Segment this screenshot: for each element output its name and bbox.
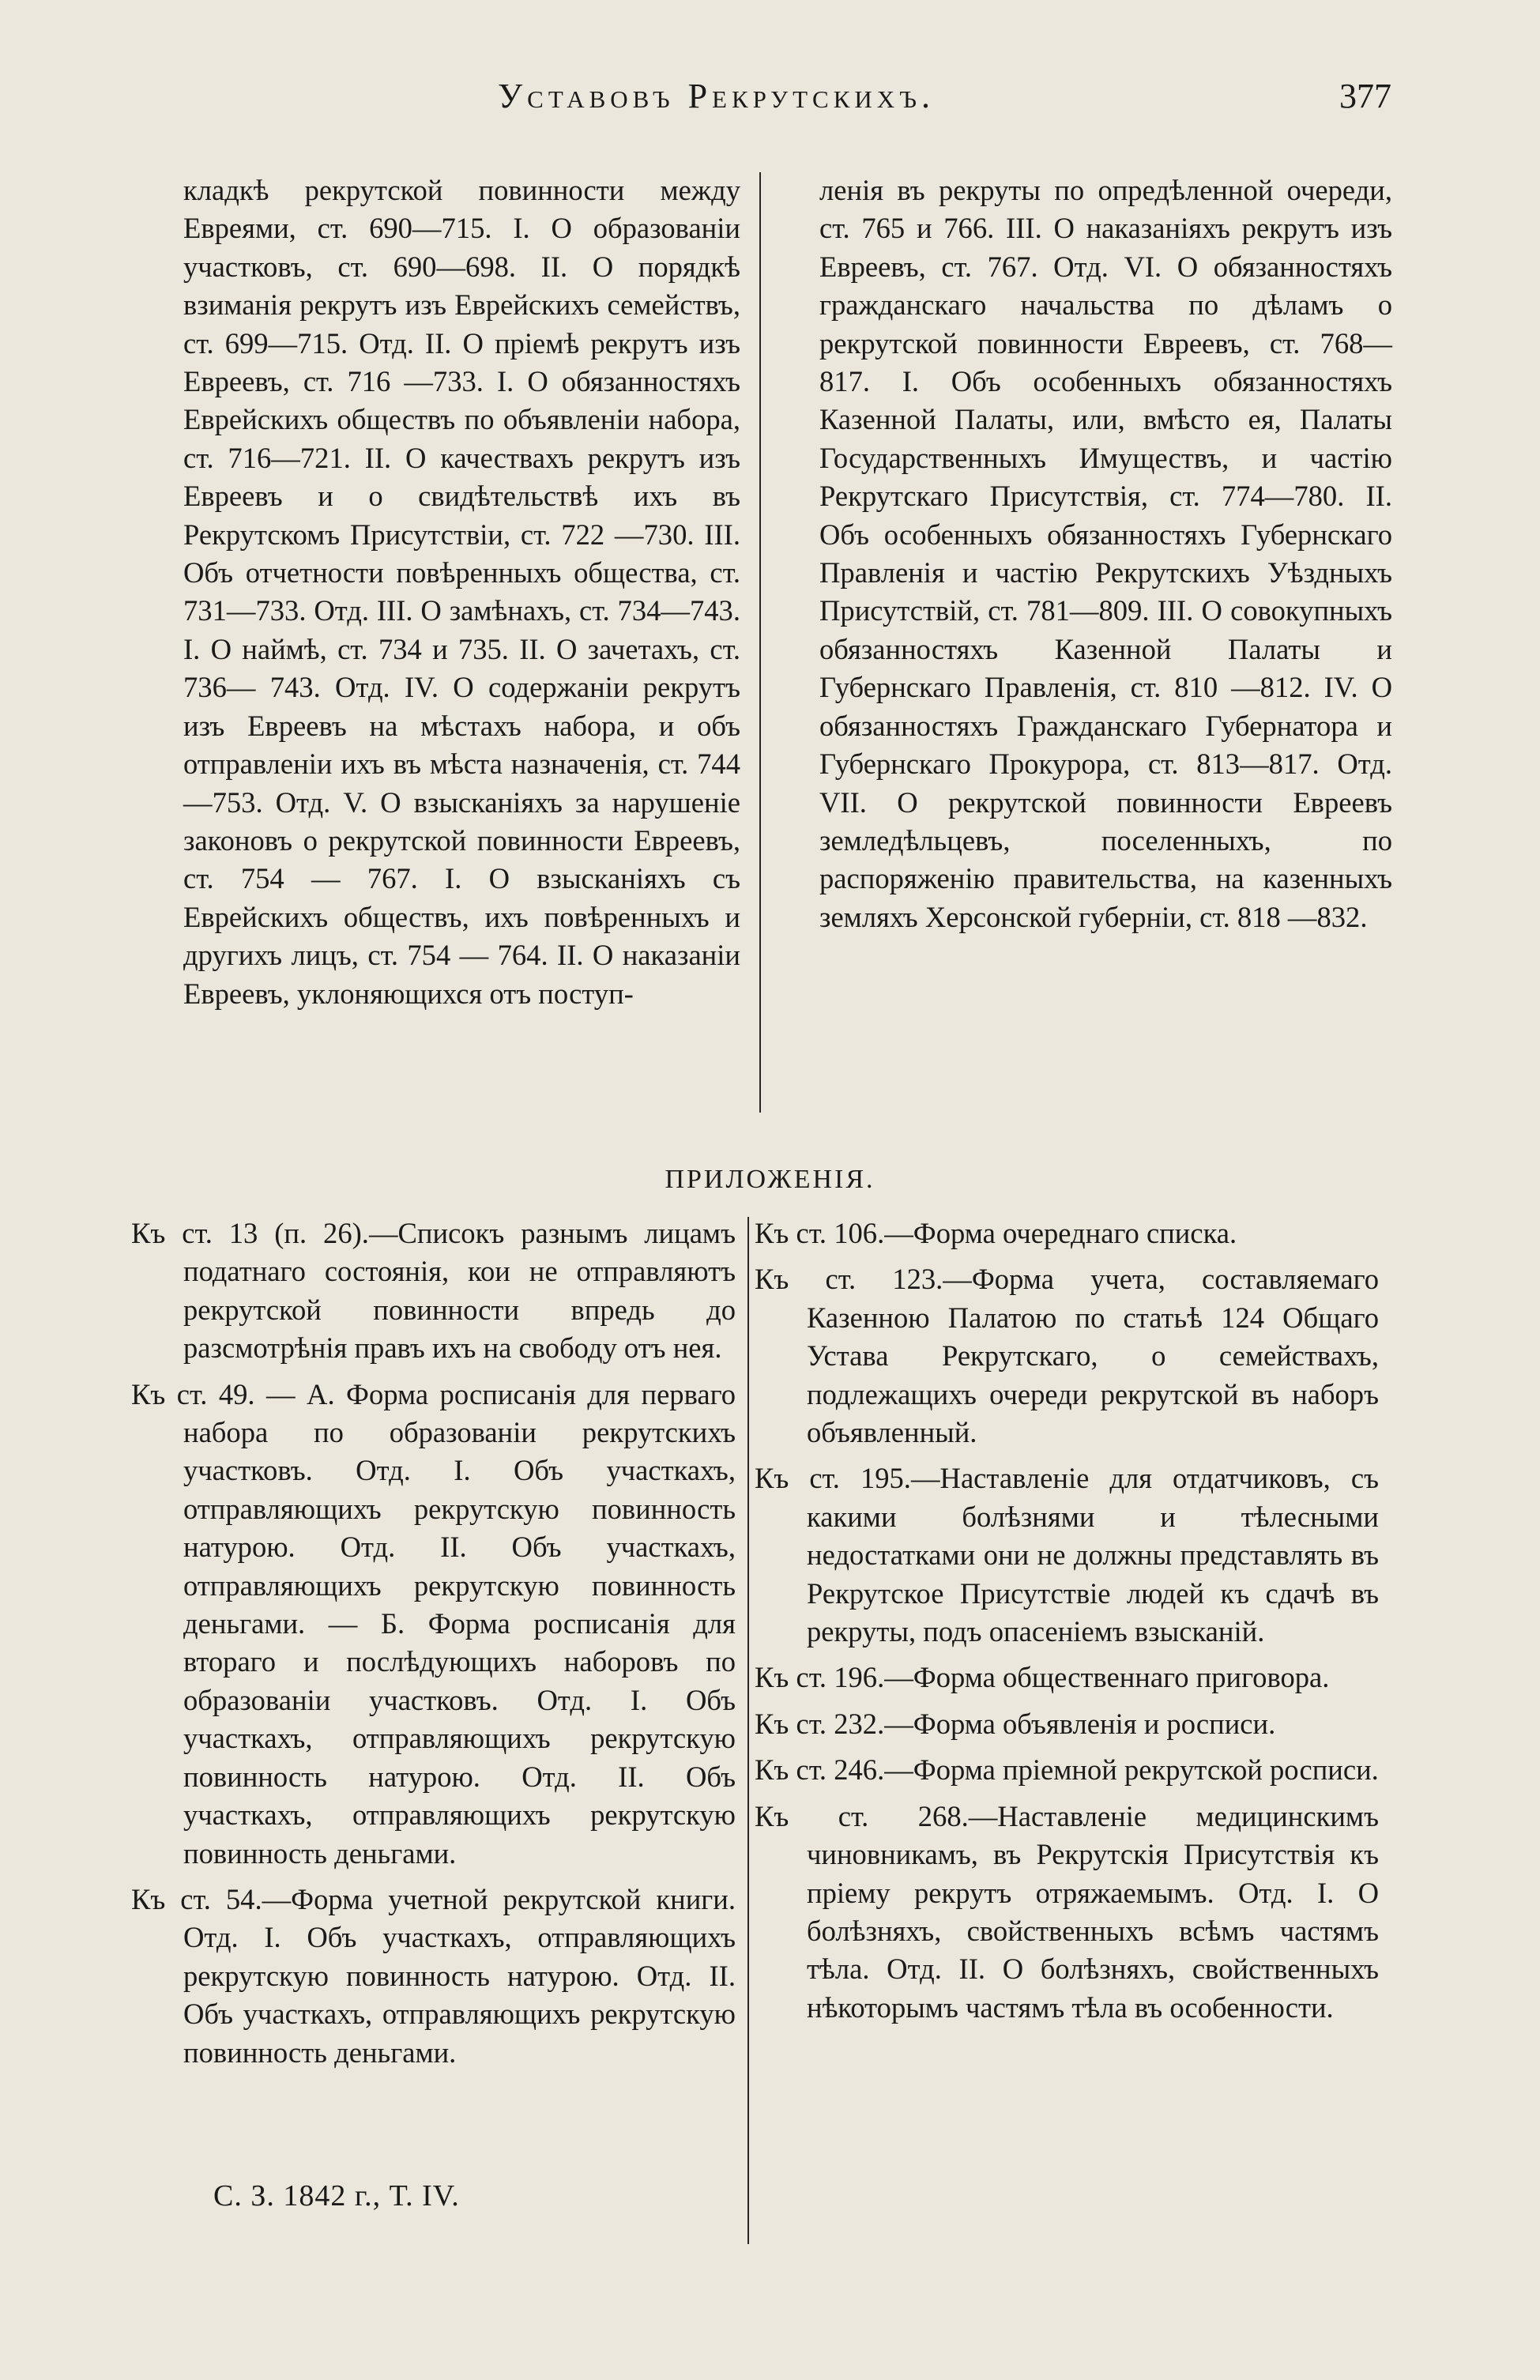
appendix-item: Къ ст. 106.—Форма очереднаго списка. xyxy=(755,1217,1237,1249)
footer-signature: С. З. 1842 г., Т. IV. xyxy=(213,2179,460,2212)
running-title: Уставовъ Рекрутскихъ. xyxy=(498,77,936,115)
toc-right-text: ленія въ рекруты по опредѣленной очереди, ст. 765 и 766. III. О наказаніяхъ рекрутъ изъ Евреевъ, ст. 767. Отд. VI. О обязанностяхъ гражданскаго начальства по дѣламъ о рекрутской повинности Евреевъ, ст. 768—817. I. Объ особенныхъ обязанностяхъ Казенной Палаты, или, вмѣсто ея, Палаты Государственныхъ Имуществъ, и частію Рекрутскаго Присутствія, ст. 774—780. II. Объ особенныхъ обязанностяхъ Губернскаго Правленія и частію Рекрутскихъ Уѣздныхъ Присутствій, ст. 781—809. III. О совокупныхъ обязанностяхъ Казенной Палаты и Губернскаго Правленія, ст. 810 —812. IV. О обязанностяхъ Гражданскаго Губернатора и Губернскаго Прокурора, ст. 813—817. Отд. VII. О рекрутской повинности Евреевъ земледѣльцевъ, поселенныхъ, по распоряженію правительства, на казенныхъ земляхъ Херсонской губерніи, ст. 818 —832. xyxy=(819,174,1392,933)
appendix-item: Къ ст. 123.—Форма учета, составляемаго Казенною Палатою по статьѣ 124 Общаго Устава Рекрутскаго, о семействахъ, подлежащихъ очереди рекрутской въ наборъ объявленный. xyxy=(755,1263,1379,1449)
appendix-item: Къ ст. 196.—Форма общественнаго приговора. xyxy=(755,1661,1330,1694)
running-head xyxy=(0,76,1540,123)
appendix-right-column xyxy=(755,1214,1379,2035)
column-divider-bottom xyxy=(747,1217,749,2244)
appendix-item: Къ ст. 246.—Форма пріемной рекрутской росписи. xyxy=(755,1753,1379,1787)
appendix-item: Къ ст. 54.—Форма учетной рекрутской книги. Отд. I. Объ участкахъ, отправляющихъ рекрутскую повинность натурою. Отд. II. Объ участкахъ, отправляющихъ рекрутскую повинность деньгами. xyxy=(131,1882,736,2069)
appendix-item: Къ ст. 232.—Форма объявленія и росписи. xyxy=(755,1707,1276,1740)
page-number: 377 xyxy=(1339,77,1391,115)
toc-left-text: кладкѣ рекрутской повинности между Евреями, ст. 690—715. I. О образованіи участковъ, ст. 690—698. II. О порядкѣ взиманія рекрутъ изъ Еврейскихъ семействъ, ст. 699—715. Отд. II. О пріемѣ рекрутъ изъ Евреевъ, ст. 716 —733. I. О обязанностяхъ Еврейскихъ обществъ по объявленіи набора, ст. 716—721. II. О качествахъ рекрутъ изъ Евреевъ и о свидѣтельствѣ ихъ въ Рекрутскомъ Присутствіи, ст. 722 —730. III. Объ отчетности повѣренныхъ общества, ст. 731—733. Отд. III. О замѣнахъ, ст. 734—743. I. О наймѣ, ст. 734 и 735. II. О зачетахъ, ст. 736— 743. Отд. IV. О содержаніи рекрутъ изъ Евреевъ на мѣстахъ набора, и объ отправленіи ихъ въ мѣста назначенія, ст. 744—753. Отд. V. О взысканіяхъ за нарушеніе законовъ о рекрутской повинности Евреевъ, ст. 754 — 767. I. О взысканіяхъ съ Еврейскихъ обществъ, ихъ повѣренныхъ и другихъ лицъ, ст. 754 — 764. II. О наказаніи Евреевъ, уклоняющихся отъ поступ- xyxy=(183,174,740,1010)
appendix-heading: ПРИЛОЖЕНІЯ. xyxy=(665,1165,875,1194)
appendix-item: Къ ст. 13 (п. 26).—Списокъ разнымъ лицамъ податнаго состоянія, кои не отправляютъ рекрутской повинности впредь до разсмотрѣнія правъ ихъ на свободу отъ нея. xyxy=(131,1217,736,1365)
toc-left-column xyxy=(183,171,740,1013)
appendix-item: Къ ст. 195.—Наставленіе для отдатчиковъ, съ какими болѣзнями и тѣлесными недостатками они не должны представлять въ Рекрутское Присутствіе людей къ сдачѣ въ рекруты, подъ опасеніемъ взысканій. xyxy=(755,1462,1379,1648)
column-divider-top xyxy=(759,172,761,1113)
appendix-item: Къ ст. 49. — А. Форма росписанія для перваго набора по образованіи рекрутскихъ участковъ. Отд. I. Объ участкахъ, отправляющихъ рекрутскую повинность натурою. Отд. II. Объ участкахъ, отправляющихъ рекрутскую повинность деньгами. — Б. Форма росписанія для втораго и послѣдующихъ наборовъ по образованіи участковъ. Отд. I. Объ участкахъ, отправляющихъ рекрутскую повинность натурою. Отд. II. Объ участкахъ, отправляющихъ рекрутскую повинность деньгами. xyxy=(131,1377,736,1870)
toc-right-column xyxy=(819,171,1392,936)
appendix-left-column xyxy=(131,1214,736,2080)
appendix-item: Къ ст. 268.—Наставленіе медицинскимъ чиновникамъ, въ Рекрутскія Присутствія къ пріему рекрутъ отряжаемымъ. Отд. I. О болѣзняхъ, свойственныхъ всѣмъ частямъ тѣла. Отд. II. О болѣзняхъ, свойственныхъ нѣкоторымъ частямъ тѣла въ особенности. xyxy=(755,1799,1379,2024)
